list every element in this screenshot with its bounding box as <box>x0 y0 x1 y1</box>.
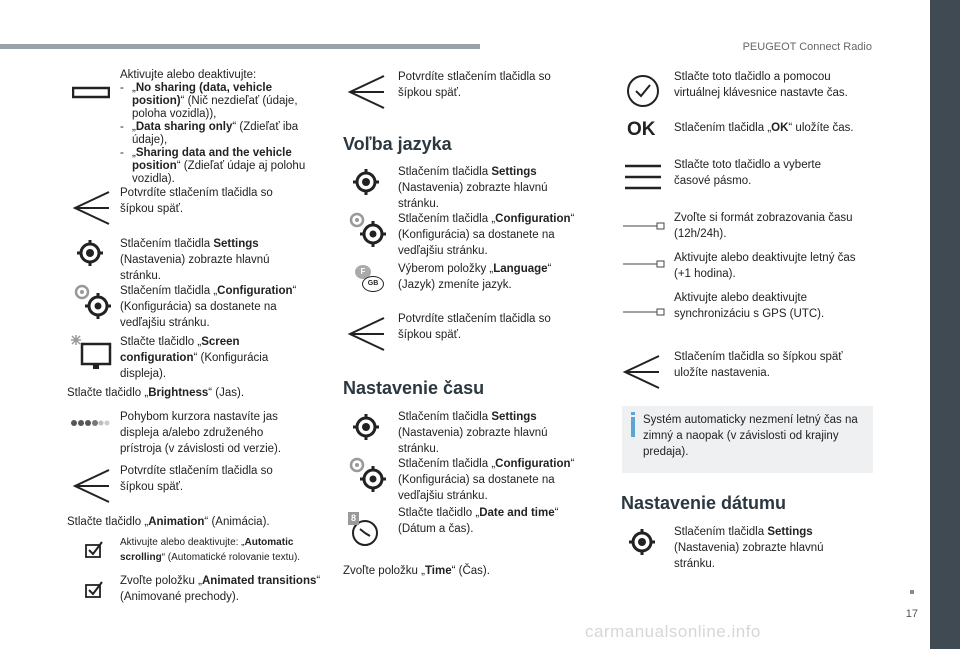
toggle-bar-icon <box>623 308 665 316</box>
settings-gear-icon <box>352 168 380 196</box>
save-settings-instruction: Stlačením tlačidla so šípkou späť uložíte nastavenia. <box>674 351 843 379</box>
page-edge-tab <box>930 0 960 649</box>
language-icon-f: F <box>355 265 371 279</box>
screen-configuration-instruction: Stlačte tlačidlo „Screen configuration“ (Konfigurácia displeja). <box>120 336 269 380</box>
checkbox-icon <box>85 541 103 558</box>
toggle-bar-icon <box>623 222 665 230</box>
language-icon-gb: GB <box>362 276 384 292</box>
back-arrow-icon <box>346 74 386 110</box>
checkbox-icon <box>85 581 103 598</box>
settings-instruction: Stlačením tlačidla Settings (Nastavenia) zobrazte hlavnú stránku. <box>674 526 824 570</box>
calendar-icon: 8 <box>348 512 359 525</box>
time-heading: Nastavenie času <box>343 378 485 398</box>
auto-scroll-instruction: Aktivujte alebo deaktivujte: „Automatic scrolling“ (Automatické rolovanie textu). <box>120 537 301 563</box>
time-zone-instruction: Stlačte toto tlačidlo a vyberte časové pásmo. <box>674 159 822 187</box>
ok-icon: OK <box>627 119 656 140</box>
settings-gear-icon <box>76 239 104 267</box>
back-arrow-icon <box>621 354 661 390</box>
date-time-instruction: Stlačte tlačidlo „Date and time“ (Dátum a čas). <box>398 507 559 535</box>
animated-transitions-instruction: Zvoľte položku „Animated transitions“ (Animované prechody). <box>120 575 321 603</box>
sharing-item-data: - „Data sharing only“ (Zdieľať iba údaje), <box>120 121 325 147</box>
date-time-icon <box>348 512 382 546</box>
back-arrow-icon <box>346 316 386 352</box>
configuration-instruction: Stlačením tlačidla „Configuration“ (Konfigurácia) sa dostanete na vedľajšiu stránku. <box>398 213 575 257</box>
brightness-instruction: Stlačte tlačidlo „Brightness“ (Jas). <box>67 387 245 399</box>
sharing-intro: Aktivujte alebo deaktivujte: <box>120 69 257 81</box>
configuration-gears-icon <box>72 282 112 322</box>
info-icon <box>631 417 635 437</box>
settings-instruction: Stlačením tlačidla Settings (Nastavenia) zobrazte hlavnú stránku. <box>398 166 548 210</box>
summer-time-instruction: Aktivujte alebo deaktivujte letný čas (+1 hodina). <box>674 252 856 280</box>
confirm-check-icon <box>626 74 660 108</box>
toggle-bar-icon <box>623 260 665 268</box>
brightness-slider-instruction: Pohybom kurzora nastavíte jas displeja a/alebo združeného prístroja (v závislosti od verzie). <box>120 411 282 455</box>
language-heading: Voľba jazyka <box>343 134 452 154</box>
watermark: carmanualsonline.info <box>585 622 761 641</box>
language-icon <box>355 265 385 295</box>
page-number: 17 <box>905 608 918 620</box>
language-instruction: Výberom položky „Language“ (Jazyk) zmeníte jazyk. <box>398 263 552 291</box>
info-text: Systém automaticky nezmení letný čas na zimný a naopak (v závislosti od krajiny predaja). <box>643 414 858 458</box>
settings-instruction: Stlačením tlačidla Settings (Nastavenia) zobrazte hlavnú stránku. <box>120 238 270 282</box>
back-instruction: Potvrdíte stlačením tlačidla so šípkou späť. <box>120 465 273 493</box>
toggle-bar-icon <box>72 86 110 100</box>
settings-gear-icon <box>628 528 656 556</box>
configuration-instruction: Stlačením tlačidla „Configuration“ (Konfigurácia) sa dostanete na vedľajšiu stránku. <box>120 285 297 329</box>
back-instruction: Potvrdíte stlačením tlačidla so šípkou späť. <box>120 187 273 215</box>
info-box <box>622 406 873 473</box>
animation-instruction: Stlačte tlačidlo „Animation“ (Animácia). <box>67 516 270 528</box>
settings-instruction: Stlačením tlačidla Settings (Nastavenia) zobrazte hlavnú stránku. <box>398 411 548 455</box>
sharing-options <box>120 69 325 186</box>
sharing-item-none: - „No sharing (data, vehicle position)“ (Nič nezdieľať (údaje, poloha vozidla)), <box>120 82 325 121</box>
gps-sync-instruction: Aktivujte alebo deaktivujte synchronizáciu s GPS (UTC). <box>674 292 825 320</box>
back-arrow-icon <box>71 468 111 504</box>
back-instruction: Potvrdíte stlačením tlačidla so šípkou späť. <box>398 71 551 99</box>
configuration-gears-icon <box>347 455 387 495</box>
sharing-list <box>120 82 325 186</box>
continuation-marker <box>910 590 914 594</box>
page-header: PEUGEOT Connect Radio <box>742 41 872 53</box>
sharing-item-position: - „Sharing data and the vehicle position“ (Zdieľať údaje aj polohu vozidla). <box>120 147 325 186</box>
settings-gear-icon <box>352 413 380 441</box>
header-rule <box>0 44 480 49</box>
brightness-slider-icon <box>70 418 110 428</box>
configuration-gears-icon <box>347 210 387 250</box>
time-format-instruction: Zvoľte si formát zobrazovania času (12h/24h). <box>674 212 853 240</box>
ok-instruction: Stlačením tlačidla „OK“ uložíte čas. <box>674 122 854 134</box>
screen-configuration-icon <box>70 334 112 372</box>
date-heading: Nastavenie dátumu <box>621 493 787 513</box>
time-item-instruction: Zvoľte položku „Time“ (Čas). <box>343 565 490 577</box>
configuration-instruction: Stlačením tlačidla „Configuration“ (Konfigurácia) sa dostanete na vedľajšiu stránku. <box>398 458 575 502</box>
keyboard-instruction: Stlačte toto tlačidlo a pomocou virtuálnej klávesnice nastavte čas. <box>674 71 848 99</box>
back-arrow-icon <box>71 190 111 226</box>
list-menu-icon <box>624 163 662 191</box>
back-instruction: Potvrdíte stlačením tlačidla so šípkou späť. <box>398 313 551 341</box>
